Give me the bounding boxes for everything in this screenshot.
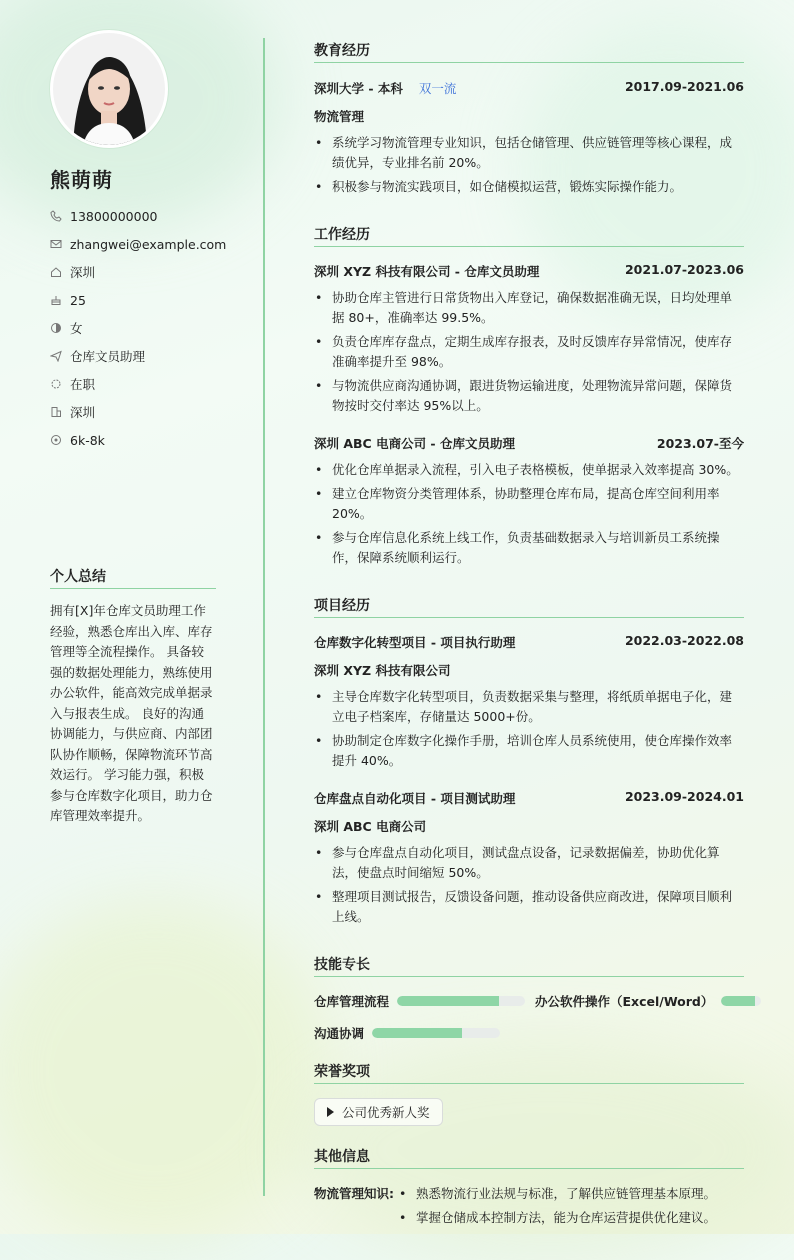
skill-bar bbox=[372, 1028, 500, 1038]
work-title: 工作经历 bbox=[314, 224, 744, 247]
education-tag: 双一流 bbox=[418, 81, 457, 96]
job-row bbox=[314, 434, 744, 452]
list-item: • 熟悉物流行业法规与标准，了解供应链管理基本原理。 bbox=[398, 1184, 716, 1204]
contact-info-list bbox=[50, 202, 226, 454]
list-item: • 主导仓库数字化转型项目，负责数据采集与整理，将纸质单据电子化，建立电子档案库，存储量达 5000+份。 bbox=[314, 687, 744, 727]
other-label: 物流管理知识: bbox=[314, 1186, 394, 1201]
list-item: • 积极参与物流实践项目，如仓储模拟运营，锻炼实际操作能力。 bbox=[314, 177, 744, 197]
project-period: 2023.09-2024.01 bbox=[624, 789, 744, 804]
avatar bbox=[50, 30, 168, 148]
candidate-name: 熊萌萌 bbox=[50, 168, 113, 192]
job-heading: 深圳 XYZ 科技有限公司 - 仓库文员助理 bbox=[314, 264, 540, 279]
list-item: • 整理项目测试报告，反馈设备问题，推动设备供应商改进，保障项目顺利上线。 bbox=[314, 887, 744, 927]
skill-bar-fill bbox=[397, 996, 499, 1006]
job-heading: 深圳 ABC 电商公司 - 仓库文员助理 bbox=[314, 436, 515, 451]
job-bullets bbox=[314, 460, 744, 572]
skill-bar bbox=[721, 996, 761, 1006]
info-text: 深圳 bbox=[70, 265, 96, 280]
project-company: 深圳 XYZ 科技有限公司 bbox=[314, 663, 451, 678]
info-salary bbox=[50, 426, 226, 454]
info-text: 13800000000 bbox=[70, 208, 158, 224]
education-period: 2017.09-2021.06 bbox=[624, 79, 744, 94]
send-icon bbox=[50, 350, 62, 362]
skill-name: 仓库管理流程 bbox=[314, 994, 390, 1009]
list-item: • 协助制定仓库数字化操作手册，培训仓库人员系统使用，使仓库操作效率提升 40%。 bbox=[314, 731, 744, 771]
education-title: 教育经历 bbox=[314, 40, 744, 63]
education-bullets bbox=[314, 133, 744, 201]
gender-icon bbox=[50, 322, 62, 334]
project-bullets bbox=[314, 687, 744, 775]
skill-item bbox=[535, 992, 761, 1010]
info-text: 仓库文员助理 bbox=[70, 349, 146, 364]
list-item: • 掌握仓储成本控制方法，能为仓库运营提供优化建议。 bbox=[398, 1208, 716, 1228]
play-icon bbox=[327, 1107, 334, 1117]
list-item: • 建立仓库物资分类管理体系，协助整理仓库布局，提高仓库空间利用率 20%。 bbox=[314, 484, 744, 524]
info-city bbox=[50, 258, 226, 286]
avatar-portrait-icon bbox=[53, 33, 165, 145]
project-bullets bbox=[314, 843, 744, 931]
list-item: • 参与仓库盘点自动化项目，测试盘点设备，记录数据偏差，协助优化算法，使盘点时间缩短 50%。 bbox=[314, 843, 744, 883]
info-text: 6k-8k bbox=[70, 432, 105, 448]
job-period: 2023.07-至今 bbox=[656, 436, 744, 451]
project-row bbox=[314, 633, 744, 651]
skill-bar-fill bbox=[721, 996, 755, 1006]
cake-icon bbox=[50, 294, 62, 306]
skill-name: 办公软件操作（Excel/Word） bbox=[535, 994, 714, 1009]
skill-bar-fill bbox=[372, 1028, 462, 1038]
info-text: zhangwei@example.com bbox=[70, 236, 227, 252]
skill-name: 沟通协调 bbox=[314, 1026, 365, 1041]
info-position bbox=[50, 342, 226, 370]
other-title: 其他信息 bbox=[314, 1146, 744, 1169]
award-badge bbox=[314, 1098, 443, 1126]
email-icon bbox=[50, 238, 62, 250]
skill-item bbox=[314, 992, 525, 1010]
education-school-wrap bbox=[314, 79, 456, 97]
info-text: 深圳 bbox=[70, 405, 96, 420]
job-row bbox=[314, 262, 744, 280]
status-icon bbox=[50, 378, 62, 390]
salary-icon bbox=[50, 434, 62, 446]
info-text: 25 bbox=[70, 292, 86, 308]
project-period: 2022.03-2022.08 bbox=[624, 633, 744, 648]
building-icon bbox=[50, 406, 62, 418]
list-item: • 协助仓库主管进行日常货物出入库登记，确保数据准确无误，日均处理单据 80+，准确率达 99.5%。 bbox=[314, 288, 744, 328]
project-heading: 仓库盘点自动化项目 - 项目测试助理 bbox=[314, 791, 516, 806]
job-period: 2021.07-2023.06 bbox=[624, 262, 744, 277]
info-gender bbox=[50, 314, 226, 342]
list-item: • 负责仓库库存盘点，定期生成库存报表，及时反馈库存异常情况，使库存准确率提升至 98%。 bbox=[314, 332, 744, 372]
list-item: • 参与仓库信息化系统上线工作，负责基础数据录入与培训新员工系统操作，保障系统顺利运行。 bbox=[314, 528, 744, 568]
summary-text: 拥有[X]年仓库文员助理工作经验，熟悉仓库出入库、库存管理等全流程操作。 具备较强的数据处理能力，熟练使用办公软件，能高效完成单据录入与报表生成。 良好的沟通协调能力，与供应商、内部团队协作顺畅，保障物流环节高效运行。 学习能力强，积极参与仓库数字化项目，助力仓库管理效率提升。 bbox=[50, 603, 213, 823]
summary-title: 个人总结 bbox=[50, 566, 216, 589]
education-row bbox=[314, 79, 744, 97]
info-status bbox=[50, 370, 226, 398]
home-icon bbox=[50, 266, 62, 278]
info-text: 女 bbox=[70, 321, 83, 336]
info-phone bbox=[50, 202, 226, 230]
info-age bbox=[50, 286, 226, 314]
projects-title: 项目经历 bbox=[314, 595, 744, 618]
honors-title: 荣誉奖项 bbox=[314, 1061, 744, 1084]
info-text: 在职 bbox=[70, 377, 96, 392]
project-company: 深圳 ABC 电商公司 bbox=[314, 819, 427, 834]
skills-title: 技能专长 bbox=[314, 954, 744, 977]
other-bullets bbox=[398, 1184, 716, 1232]
education-major: 物流管理 bbox=[314, 109, 365, 124]
list-item: • 系统学习物流管理专业知识，包括仓储管理、供应链管理等核心课程，成绩优异，专业排名前 20%。 bbox=[314, 133, 744, 173]
skill-bar bbox=[397, 996, 525, 1006]
column-divider bbox=[263, 38, 265, 1196]
info-email bbox=[50, 230, 226, 258]
project-row bbox=[314, 789, 744, 807]
skill-item bbox=[314, 1024, 500, 1042]
list-item: • 与物流供应商沟通协调，跟进货物运输进度，处理物流异常问题，保障货物按时交付率达 95%以上。 bbox=[314, 376, 744, 416]
education-school: 深圳大学 - 本科 bbox=[314, 81, 403, 96]
phone-icon bbox=[50, 210, 62, 222]
list-item: • 优化仓库单据录入流程，引入电子表格模板，使单据录入效率提高 30%。 bbox=[314, 460, 744, 480]
info-work-city bbox=[50, 398, 226, 426]
background-decoration bbox=[0, 900, 330, 1240]
job-bullets bbox=[314, 288, 744, 420]
project-heading: 仓库数字化转型项目 - 项目执行助理 bbox=[314, 635, 516, 650]
award-text: 公司优秀新人奖 bbox=[342, 1105, 430, 1120]
